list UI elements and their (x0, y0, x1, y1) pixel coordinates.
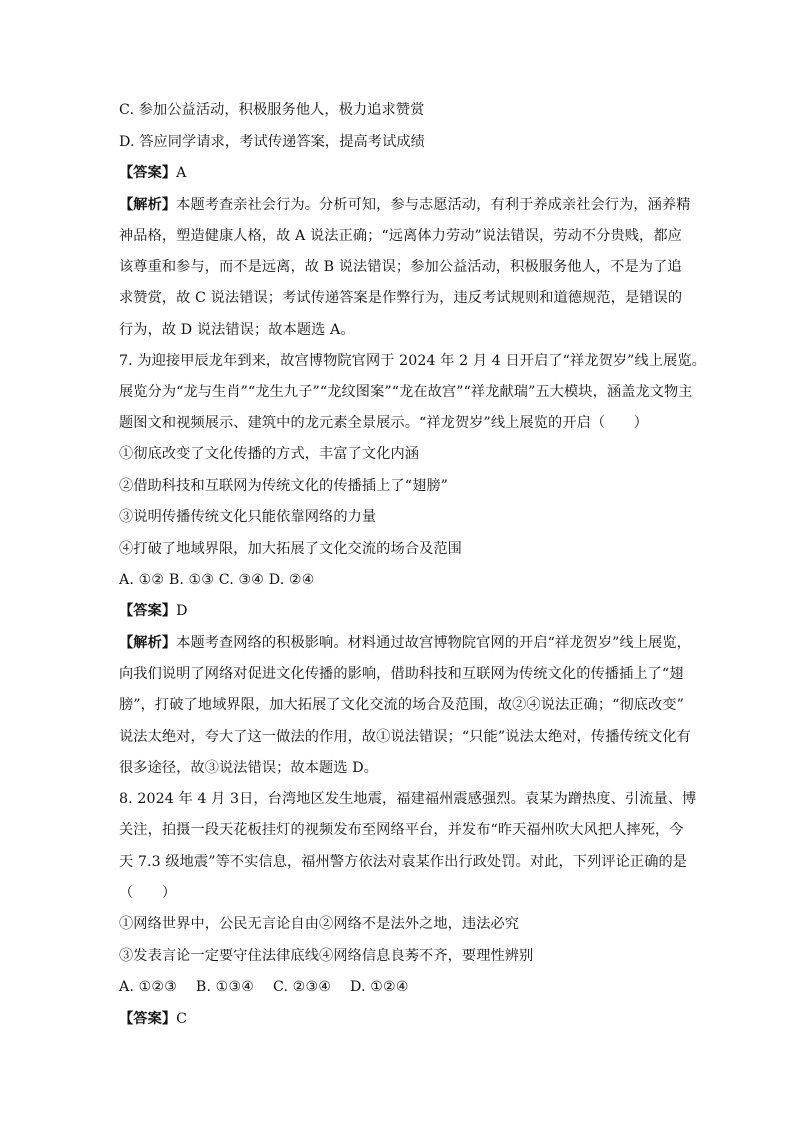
analysis-text-line: 说法太绝对，夸大了这一做法的作用，故①说法错误；“只能”说法太绝对，传播传统文化有 (119, 729, 691, 745)
choice-options: A. ①②③ B. ①③④ C. ②③④ D. ①②④ (119, 979, 409, 995)
answer-value: D (176, 603, 188, 619)
analysis-text-line: 神品格，塑造健康人格，故 A 说法正确；“远离体力劳动”说法错误，劳动不分贵贱，都应 (119, 228, 682, 244)
option-d: D. 答应同学请求，考试传递答案，提高考试成绩 (119, 134, 425, 150)
answer-label: 【答案】 (119, 603, 177, 619)
analysis-text-line: 膀”，打破了地域界限，加大拓展了文化交流的场合及范围，故②④说法正确；“彻底改变” (119, 697, 684, 713)
answer-line-q6 (119, 163, 679, 183)
statement-item: ③说明传播传统文化只能依靠网络的力量 (119, 509, 377, 525)
answer-label: 【答案】 (119, 165, 177, 181)
question-7-stem-line: 题图文和视频展示、建筑中的龙元素全景展示。“祥龙贺岁”线上展览的开启（ ） (119, 415, 649, 431)
analysis-text-line: 求赞赏，故 C 说法错误；考试传递答案是作弊行为，违反考试规则和道德规范，是错误的 (119, 290, 683, 306)
answer-value: A (176, 165, 187, 181)
statement-item: ③发表言论一定要守住法律底线④网络信息良莠不齐，要理性辨别 (119, 948, 534, 964)
statement-item: ②借助科技和互联网为传统文化的传播插上了“翅膀” (119, 478, 449, 494)
answer-line-q8 (119, 1009, 679, 1029)
analysis-text-line: 很多途径，故③说法错误；故本题选 D。 (119, 760, 378, 776)
analysis-text-line: 行为，故 D 说法错误；故本题选 A。 (119, 322, 355, 338)
question-8-blank: （ ） (119, 885, 177, 901)
question-8-stem: 8. 2024 年 4 月 3日，台湾地区发生地震，福建福州震感强烈。袁某为蹭热度、引流量、博 (119, 791, 697, 807)
question-7-stem: 7. 为迎接甲辰龙年到来，故宫博物院官网于 2024 年 2 月 4 日开启了“祥龙贺岁”线上展览。 (119, 353, 706, 369)
option-c: C. 参加公益活动，积极服务他人，极力追求赞赏 (119, 102, 425, 118)
choice-options: A. ①② B. ①③ C. ③④ D. ②④ (119, 572, 315, 588)
analysis-label: 【解析】 (119, 635, 177, 651)
statement-item: ①网络世界中，公民无言论自由②网络不是法外之地，违法必究 (119, 916, 520, 932)
statement-item: ④打破了地域界限，加大拓展了文化交流的场合及范围 (119, 541, 462, 557)
question-8-stem-line: 天 7.3 级地震”等不实信息，福州警方依法对袁某作出行政处罚。对此，下列评论正确的是 (119, 854, 688, 870)
answer-value: C (176, 1011, 188, 1027)
analysis-line-q7 (119, 633, 691, 653)
analysis-line-q6 (119, 195, 691, 215)
analysis-text: 本题考查亲社会行为。分析可知，参与志愿活动，有利于养成亲社会行为，涵养精 (176, 197, 691, 213)
statement-item: ①彻底改变了文化传播的方式，丰富了文化内涵 (119, 446, 420, 462)
analysis-text-line: 该尊重和参与，而不是远离，故 B 说法错误；参加公益活动，积极服务他人，不是为了追 (119, 259, 682, 275)
answer-label: 【答案】 (119, 1011, 177, 1027)
question-7-stem-line: 展览分为“龙与生肖”“龙生九子”“龙纹图案”“龙在故宫”“祥龙献瑞”五大模块，涵盖龙文物主 (119, 384, 693, 400)
analysis-text: 本题考查网络的积极影响。材料通过故宫博物院官网的开启“祥龙贺岁”线上展览， (176, 635, 691, 651)
answer-line-q7 (119, 601, 679, 621)
question-8-stem-line: 关注，拍摄一段天花板挂灯的视频发布至网络平台，并发布“昨天福州吹大风把人摔死，今 (119, 822, 684, 838)
analysis-text-line: 向我们说明了网络对促进文化传播的影响，借助科技和互联网为传统文化的传播插上了“翅 (119, 666, 684, 682)
analysis-label: 【解析】 (119, 197, 177, 213)
